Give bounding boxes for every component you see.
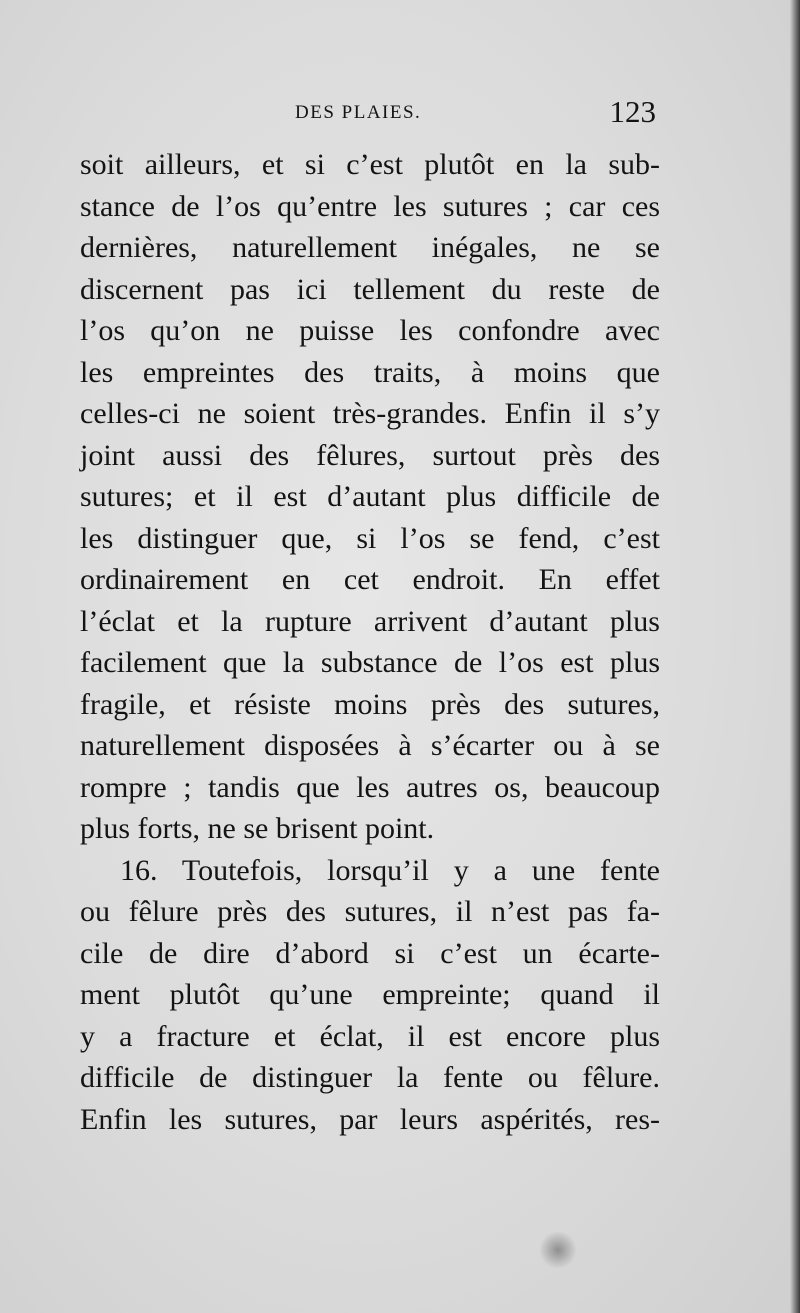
text-line: l’éclat et la rupture arrivent d’autant plus [80, 604, 660, 638]
page-edge-shadow [790, 0, 800, 1313]
text-line: celles-ci ne soient très-grandes. Enfin il s’y [80, 397, 660, 430]
text-line: Enfin les sutures, par leurs aspérités, res- [80, 1102, 660, 1136]
text-line: stance de l’os qu’entre les sutures ; car ces [80, 189, 660, 223]
text-line: ment plutôt qu’une empreinte; quand il [80, 978, 660, 1011]
text-line: joint aussi des fêlures, surtout près des [80, 438, 660, 472]
ink-smudge [540, 1230, 576, 1270]
text-line: dernières, naturellement inégales, ne se [80, 231, 660, 264]
paragraph-end-line: plus forts, ne se brisent point. [80, 812, 435, 845]
page-number: 123 [609, 94, 656, 129]
text-line: difficile de distinguer la fente ou fêlure. [80, 1061, 660, 1094]
running-head [80, 94, 656, 130]
body-text [80, 144, 660, 1140]
text-line: discernent pas ici tellement du reste de [80, 272, 660, 306]
text-line: soit ailleurs, et si c’est plutôt en la sub- [80, 148, 660, 181]
running-head-title: DES PLAIES. [295, 102, 422, 123]
text-line: naturellement disposées à s’écarter ou à se [80, 729, 660, 762]
text-line: l’os qu’on ne puisse les confondre avec [80, 314, 660, 347]
text-line: cile de dire d’abord si c’est un écarte- [80, 936, 660, 970]
text-line: fragile, et résiste moins près des sutures, [80, 687, 660, 721]
text-line: les empreintes des traits, à moins que [80, 355, 660, 389]
text-line: sutures; et il est d’autant plus difficile de [80, 480, 660, 513]
text-line: les distinguer que, si l’os se fend, c’est [80, 521, 660, 555]
section-16-first-line: 16. Toutefois, lorsqu’il y a une fente [120, 853, 660, 887]
text-line: ordinairement en cet endroit. En effet [80, 563, 660, 596]
text-line: ou fêlure près des sutures, il n’est pas fa- [80, 895, 660, 928]
text-line: facilement que la substance de l’os est plus [80, 646, 660, 679]
text-line: rompre ; tandis que les autres os, beaucoup [80, 770, 660, 804]
text-line: y a fracture et éclat, il est encore plus [80, 1019, 660, 1053]
